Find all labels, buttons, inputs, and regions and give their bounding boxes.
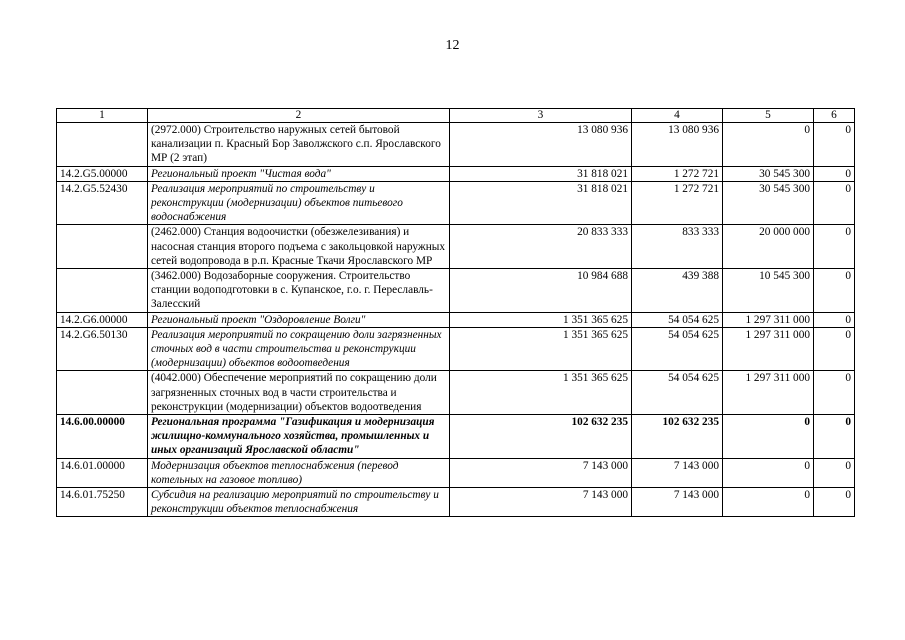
- row-name: Региональный проект "Оздоровление Волги": [148, 312, 450, 327]
- row-value-col4: 54 054 625: [632, 327, 723, 371]
- row-name: (4042.000) Обеспечение мероприятий по сокращению доли загрязненных сточных вод в части строительства и реконструкции (модернизации) объектов водоотведения: [148, 371, 450, 415]
- row-code: [57, 225, 148, 269]
- row-value-col6: 0: [814, 312, 855, 327]
- row-value-col6: 0: [814, 225, 855, 269]
- row-value-col5: 0: [723, 415, 814, 459]
- table-row: [57, 269, 855, 313]
- table-row: [57, 123, 855, 167]
- budget-table: [56, 108, 855, 517]
- row-code: 14.2.G6.50130: [57, 327, 148, 371]
- row-code: 14.6.01.75250: [57, 488, 148, 517]
- row-value-col4: 1 272 721: [632, 166, 723, 181]
- row-value-col6: 0: [814, 269, 855, 313]
- row-value-col5: 1 297 311 000: [723, 312, 814, 327]
- column-header: 1: [57, 109, 148, 123]
- row-value-col4: 54 054 625: [632, 371, 723, 415]
- row-value-col6: 0: [814, 415, 855, 459]
- row-value-col5: 30 545 300: [723, 181, 814, 225]
- row-value-col4: 7 143 000: [632, 488, 723, 517]
- table-row: [57, 181, 855, 225]
- header-row: [57, 109, 855, 123]
- row-value-col6: 0: [814, 123, 855, 167]
- row-name: Региональная программа "Газификация и модернизация жилищно-коммунального хозяйства, промышленных и иных организаций Ярославской области": [148, 415, 450, 459]
- row-code: 14.6.01.00000: [57, 458, 148, 487]
- table-row: [57, 166, 855, 181]
- row-value-col6: 0: [814, 371, 855, 415]
- row-name: Региональный проект "Чистая вода": [148, 166, 450, 181]
- row-code: [57, 269, 148, 313]
- row-code: 14.2.G5.52430: [57, 181, 148, 225]
- table-row: [57, 327, 855, 371]
- row-code: [57, 123, 148, 167]
- row-value-col6: 0: [814, 327, 855, 371]
- row-value-col5: 20 000 000: [723, 225, 814, 269]
- row-value-col6: 0: [814, 488, 855, 517]
- table-row: [57, 488, 855, 517]
- row-code: [57, 371, 148, 415]
- table-row: [57, 371, 855, 415]
- row-value-col4: 1 272 721: [632, 181, 723, 225]
- row-value-col3: 31 818 021: [450, 181, 632, 225]
- row-value-col6: 0: [814, 458, 855, 487]
- row-value-col5: 0: [723, 488, 814, 517]
- row-code: 14.6.00.00000: [57, 415, 148, 459]
- row-value-col3: 13 080 936: [450, 123, 632, 167]
- row-value-col4: 54 054 625: [632, 312, 723, 327]
- row-value-col5: 1 297 311 000: [723, 371, 814, 415]
- row-value-col3: 7 143 000: [450, 458, 632, 487]
- row-name: (2462.000) Станция водоочистки (обезжелезивания) и насосная станция второго подъема с закольцовкой наружных сетей водопровода в р.п. Красные Ткачи Ярославского МР: [148, 225, 450, 269]
- row-value-col3: 1 351 365 625: [450, 327, 632, 371]
- row-value-col4: 833 333: [632, 225, 723, 269]
- row-value-col3: 10 984 688: [450, 269, 632, 313]
- row-name: Модернизация объектов теплоснабжения (перевод котельных на газовое топливо): [148, 458, 450, 487]
- row-value-col5: 10 545 300: [723, 269, 814, 313]
- row-value-col5: 0: [723, 123, 814, 167]
- row-value-col5: 0: [723, 458, 814, 487]
- column-header: 6: [814, 109, 855, 123]
- row-name: Реализация мероприятий по сокращению доли загрязненных сточных вод в части строительства и реконструкции (модернизации) объектов водоотведения: [148, 327, 450, 371]
- row-name: Реализация мероприятий по строительству и реконструкции (модернизации) объектов питьевого водоснабжения: [148, 181, 450, 225]
- row-value-col3: 1 351 365 625: [450, 312, 632, 327]
- table-row: [57, 225, 855, 269]
- row-name: (2972.000) Строительство наружных сетей бытовой канализации п. Красный Бор Заволжского с.п. Ярославского МР (2 этап): [148, 123, 450, 167]
- row-value-col6: 0: [814, 181, 855, 225]
- row-value-col3: 1 351 365 625: [450, 371, 632, 415]
- column-header: 2: [148, 109, 450, 123]
- table-row: [57, 415, 855, 459]
- row-value-col3: 20 833 333: [450, 225, 632, 269]
- row-value-col3: 102 632 235: [450, 415, 632, 459]
- column-header: 4: [632, 109, 723, 123]
- row-code: 14.2.G5.00000: [57, 166, 148, 181]
- row-value-col4: 102 632 235: [632, 415, 723, 459]
- row-code: 14.2.G6.00000: [57, 312, 148, 327]
- table-row: [57, 458, 855, 487]
- row-name: Субсидия на реализацию мероприятий по строительству и реконструкции объектов теплоснабжения: [148, 488, 450, 517]
- column-header: 3: [450, 109, 632, 123]
- row-value-col5: 30 545 300: [723, 166, 814, 181]
- row-value-col4: 7 143 000: [632, 458, 723, 487]
- row-value-col4: 13 080 936: [632, 123, 723, 167]
- page-number: 12: [445, 38, 460, 53]
- row-name: (3462.000) Водозаборные сооружения. Строительство станции водоподготовки в с. Купанское, г.о. г. Переславль-Залесский: [148, 269, 450, 313]
- column-header: 5: [723, 109, 814, 123]
- row-value-col6: 0: [814, 166, 855, 181]
- row-value-col3: 7 143 000: [450, 488, 632, 517]
- row-value-col3: 31 818 021: [450, 166, 632, 181]
- table-row: [57, 312, 855, 327]
- row-value-col5: 1 297 311 000: [723, 327, 814, 371]
- row-value-col4: 439 388: [632, 269, 723, 313]
